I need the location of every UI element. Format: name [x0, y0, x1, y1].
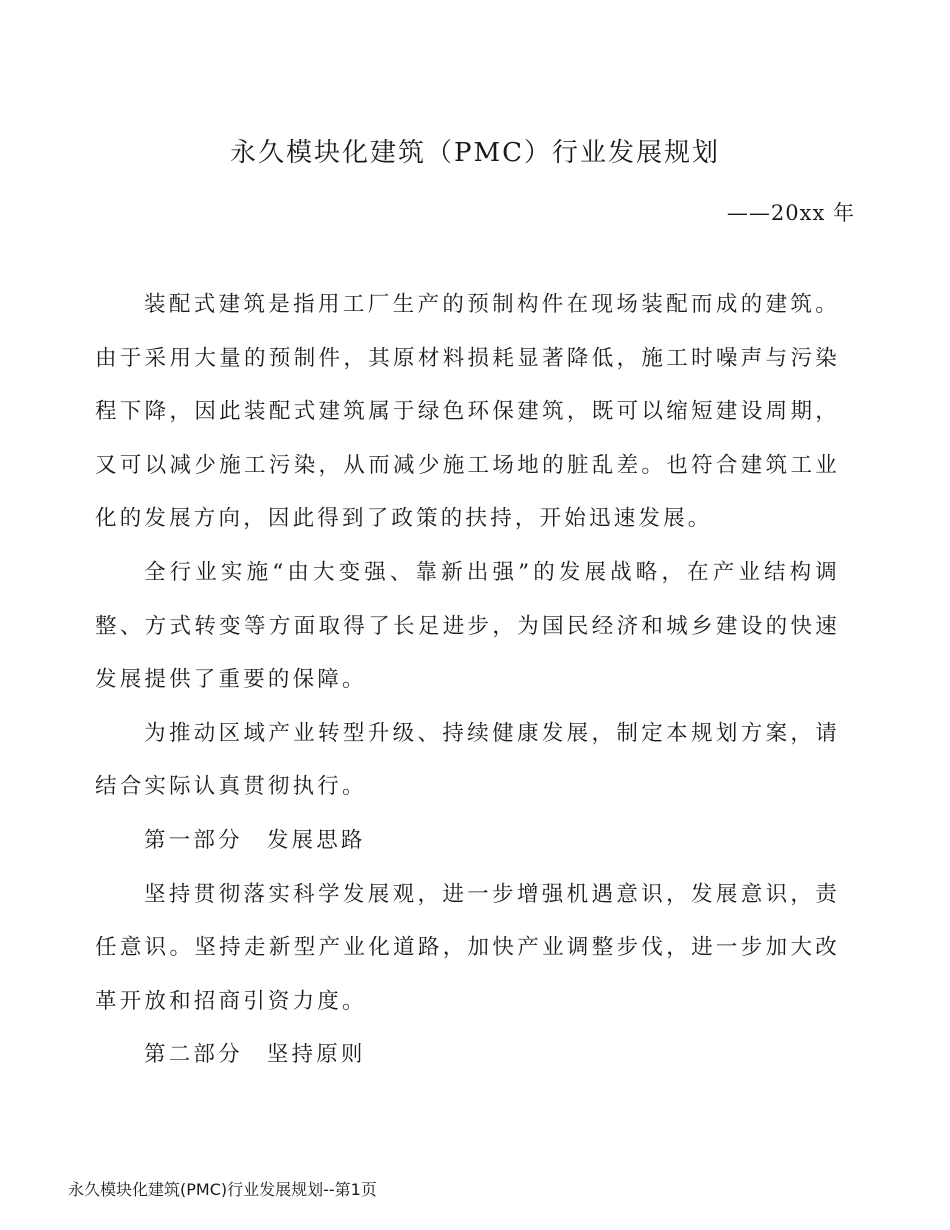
paragraph-purpose: 为推动区域产业转型升级、持续健康发展，制定本规划方案，请结合实际认真贯彻执行。 — [95, 720, 840, 800]
paragraph-intro: 装配式建筑是指用工厂生产的预制构件在现场装配而成的建筑。由于采用大量的预制件，其原材料损耗显著降低，施工时噪声与污染程下降，因此装配式建筑属于绿色环保建筑，既可以缩短建设周期，又可以减少施工污染，从而减少施工场地的脏乱差。也符合建筑工业化的发展方向，因此得到了政策的扶持，开始迅速发展。 — [95, 292, 840, 532]
section-title: 发展思路 — [266, 827, 366, 853]
section-number: 第二部分 — [144, 1042, 243, 1068]
section-number: 第一部分 — [144, 827, 243, 853]
section-heading-1 — [95, 814, 840, 868]
page-footer: 永久模块化建筑(PMC)行业发展规划--第1页 — [68, 1180, 377, 1199]
document-date: ——20xx 年 — [726, 201, 855, 225]
section-heading-2 — [95, 1028, 840, 1082]
section-title: 坚持原则 — [266, 1042, 366, 1068]
document-body — [95, 278, 840, 1082]
paragraph-development-idea: 坚持贯彻落实科学发展观，进一步增强机遇意识，发展意识，责任意识。坚持走新型产业化道路，加快产业调整步伐，进一步加大改革开放和招商引资力度。 — [95, 881, 840, 1014]
document-title: 永久模块化建筑（PMC）行业发展规划 — [229, 138, 720, 168]
paragraph-strategy: 全行业实施“由大变强、靠新出强”的发展战略，在产业结构调整、方式转变等方面取得了长足进步，为国民经济和城乡建设的快速发展提供了重要的保障。 — [95, 559, 840, 693]
